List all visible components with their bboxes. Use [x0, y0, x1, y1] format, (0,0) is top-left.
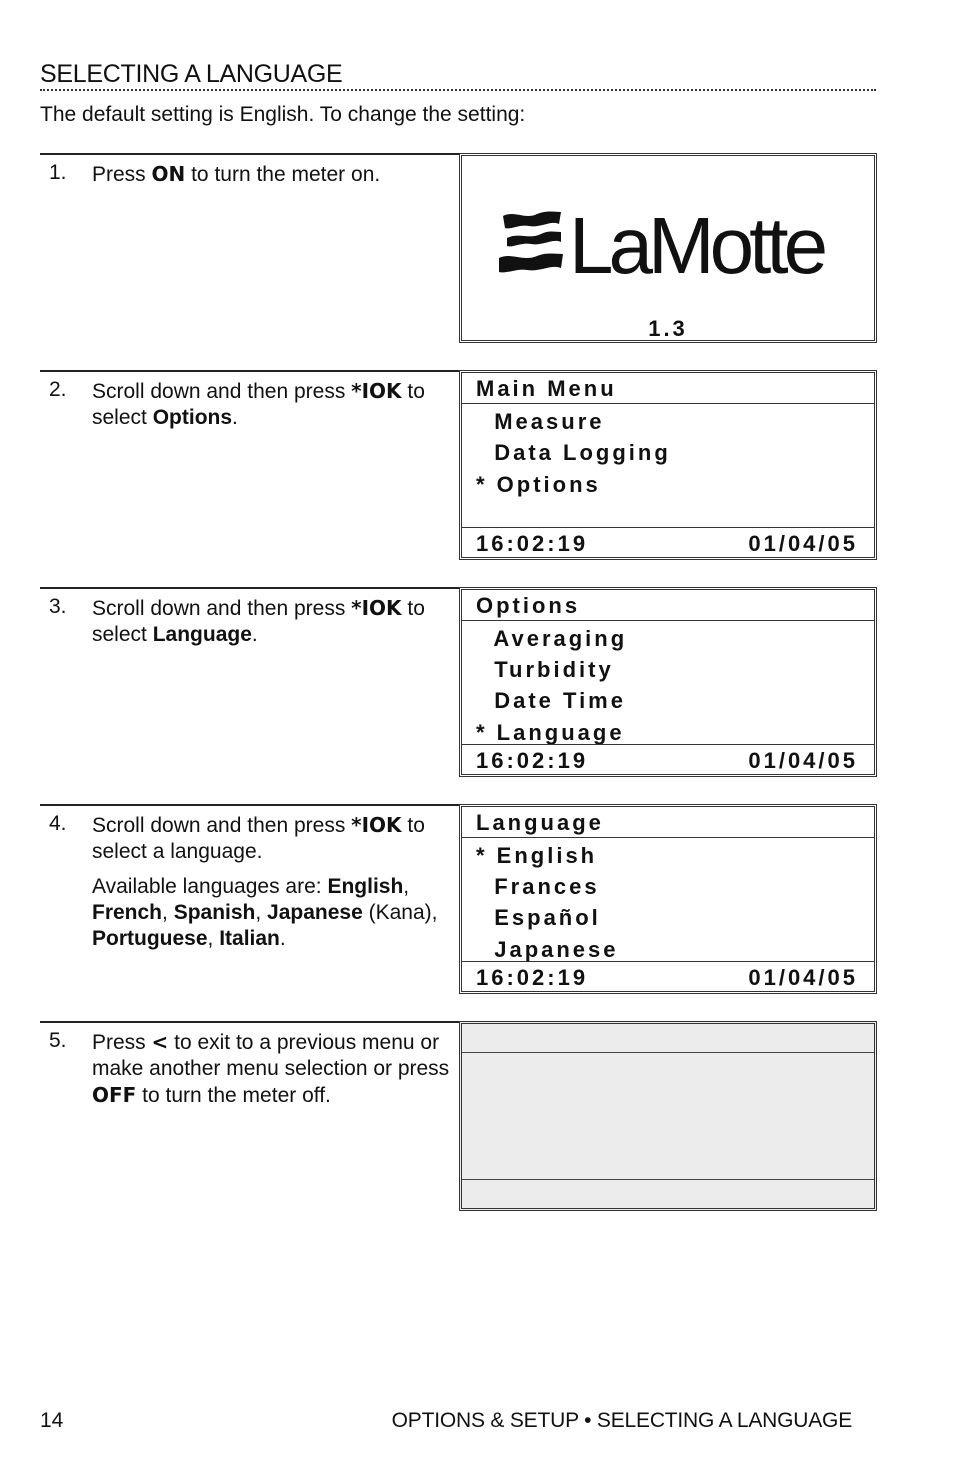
page-number: 14: [40, 1409, 64, 1432]
menu-item-english: * English: [476, 843, 598, 868]
screen-blank: [459, 1021, 877, 1211]
step-4: [40, 804, 460, 996]
screen-language-menu: [459, 804, 877, 994]
clock-time: 16:02:19: [476, 965, 589, 990]
back-arrow-icon: <: [151, 1030, 169, 1054]
screen-title-bar: Options: [462, 590, 874, 621]
menu-item-averaging: Averaging: [476, 626, 628, 651]
screen-status-bar: [462, 1179, 874, 1208]
lamotte-logo: [497, 206, 847, 282]
clock-date: 01/04/05: [748, 748, 858, 773]
screen-status-bar: [462, 744, 874, 774]
clock-date: 01/04/05: [748, 531, 858, 556]
ok-key-label: *IOK: [351, 596, 402, 620]
menu-item-espanol: Español: [476, 905, 601, 930]
menu-item-turbidity: Turbidity: [476, 657, 614, 682]
dotted-divider: [40, 89, 876, 91]
intro-text: The default setting is English. To change the setting:: [40, 103, 526, 126]
off-key-label: OFF: [92, 1083, 137, 1107]
wave-flag-icon: [499, 212, 563, 273]
menu-item-measure: Measure: [476, 409, 605, 434]
firmware-version: 1.3: [648, 316, 688, 341]
screen-splash: [459, 153, 877, 343]
step-number: 1.: [49, 161, 67, 184]
available-languages: Available languages are: English, French, Spanish, Japanese (Kana), Portuguese, Italian.: [92, 875, 438, 950]
on-key-label: ON: [151, 162, 186, 186]
clock-date: 01/04/05: [748, 965, 858, 990]
step-number: 2.: [49, 378, 67, 401]
step-text: Scroll down and then press *IOK to select Options.: [92, 379, 425, 429]
menu-item-language: * Language: [476, 720, 625, 745]
screen-title-bar: Language: [462, 807, 874, 838]
step-2: [40, 370, 460, 562]
step-text: Press ON to turn the meter on.: [92, 162, 381, 186]
screen-status-bar: [462, 961, 874, 991]
page-title: SELECTING A LANGUAGE: [40, 60, 343, 88]
screen-options-menu: [459, 587, 877, 777]
menu-item-data-logging: Data Logging: [476, 440, 671, 465]
logo-wordmark: LaMotte: [569, 206, 824, 282]
step-5: [40, 1021, 460, 1213]
step-text: Press < to exit to a previous menu or make another menu selection or press OFF to turn the meter off.: [92, 1030, 450, 1107]
step-3: [40, 587, 460, 779]
menu-item-frances: Frances: [476, 874, 600, 899]
ok-key-label: *IOK: [351, 379, 402, 403]
screen-title-bar: Main Menu: [462, 373, 874, 404]
step-text: Scroll down and then press *IOK to select a language. Available languages are: English, French, Spanish, Japanese (Kana), Portuguese, Italian.: [92, 812, 457, 952]
step-number: 4.: [49, 812, 67, 835]
screen-title-bar: [462, 1024, 874, 1053]
step-number: 3.: [49, 595, 67, 618]
menu-item-japanese: Japanese: [476, 937, 619, 962]
menu-item-options: * Options: [476, 472, 601, 497]
clock-time: 16:02:19: [476, 748, 589, 773]
screen-status-bar: [462, 527, 874, 557]
step-number: 5.: [49, 1029, 67, 1052]
menu-item-date-time: Date Time: [476, 688, 626, 713]
running-footer: OPTIONS & SETUP • SELECTING A LANGUAGE: [391, 1409, 852, 1432]
screen-main-menu: [459, 370, 877, 560]
step-1: [40, 153, 460, 345]
ok-key-label: *IOK: [351, 813, 402, 837]
step-text: Scroll down and then press *IOK to select Language.: [92, 596, 425, 646]
clock-time: 16:02:19: [476, 531, 589, 556]
